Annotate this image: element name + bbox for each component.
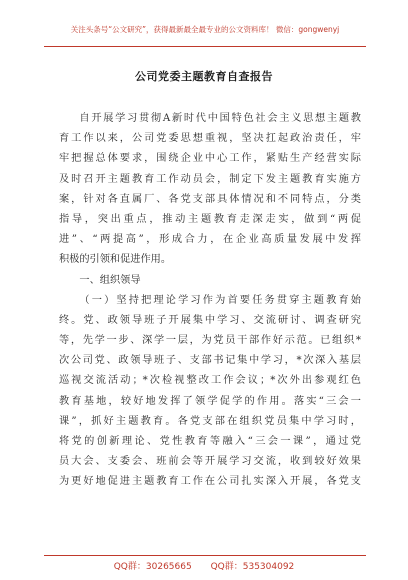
paragraph-line: （一）坚持把理论学习作为首要任务贯穿主题教育始: [79, 294, 361, 306]
paragraph-line: 指导，突出重点，推动主题教育走深走实，做到“两促: [59, 213, 361, 225]
paragraph-line: 终。党、政领导班子开展集中学习、交流研讨、调查研究: [59, 314, 361, 326]
paragraph-line: 育工作以来，公司党委思想重视，坚决扛起政治责任，牢: [59, 133, 361, 145]
paragraph-line: 课”，抓好主题教育。各党支部在组织党员集中学习时，: [59, 415, 361, 427]
paragraph-line: 及时召开主题教育工作动员会，制定下发主题教育实施方: [59, 173, 361, 185]
header-notice: 关注头条号“公文研究”，获得最新最全最专业的公文资料库！ 微信：gongwenyj: [70, 25, 340, 34]
footer-qq-group-1: QQ群：30265665: [113, 562, 192, 572]
section-heading: 一、组织领导: [79, 274, 141, 286]
header-rule: [44, 46, 366, 47]
paragraph-line: 案，针对各直属厂、各党支部具体情况和不同特点，分类: [59, 193, 361, 205]
paragraph-line: 积极的引领和促进作用。: [59, 254, 172, 266]
paragraph-line: 员大会、支委会、班前会等开展学习交流，收到较好效果: [59, 456, 361, 468]
paragraph-line: 次公司党、政领导班子、支部书记集中学习，*次深入基层: [59, 355, 361, 367]
document-title: 公司党委主题教育自查报告: [135, 70, 273, 83]
footer-contact: [0, 559, 408, 572]
paragraph-line: 巡视交流活动；*次检视整改工作会议；*次外出参观红色: [59, 375, 361, 387]
footer-rule: [44, 555, 366, 556]
paragraph-line: 进”、“两提高”，形成合力，在企业高质量发展中发挥: [59, 234, 361, 246]
paragraph-line: 将党的创新理论、党性教育等融入“三会一课”，通过党: [59, 436, 361, 447]
document-body: [59, 109, 361, 493]
paragraph-line: 牢把握总体要求，围绕企业中心工作，紧贴生产经营实际: [59, 153, 361, 165]
paragraph-line: 为更好地促进主题教育工作在公司扎实深入开展，各党支: [59, 476, 361, 488]
paragraph-line: 教育基地，较好地发挥了领学促学的作用。落实“三会一: [59, 395, 361, 407]
paragraph-line: 自开展学习贯彻A新时代中国特色社会主义思想主题教: [79, 113, 361, 124]
footer-qq-group-2: QQ群：535304092: [210, 562, 295, 572]
paragraph-line: 等，先学一步、深学一层，为党员干部作好示范。已组织*: [59, 335, 361, 347]
